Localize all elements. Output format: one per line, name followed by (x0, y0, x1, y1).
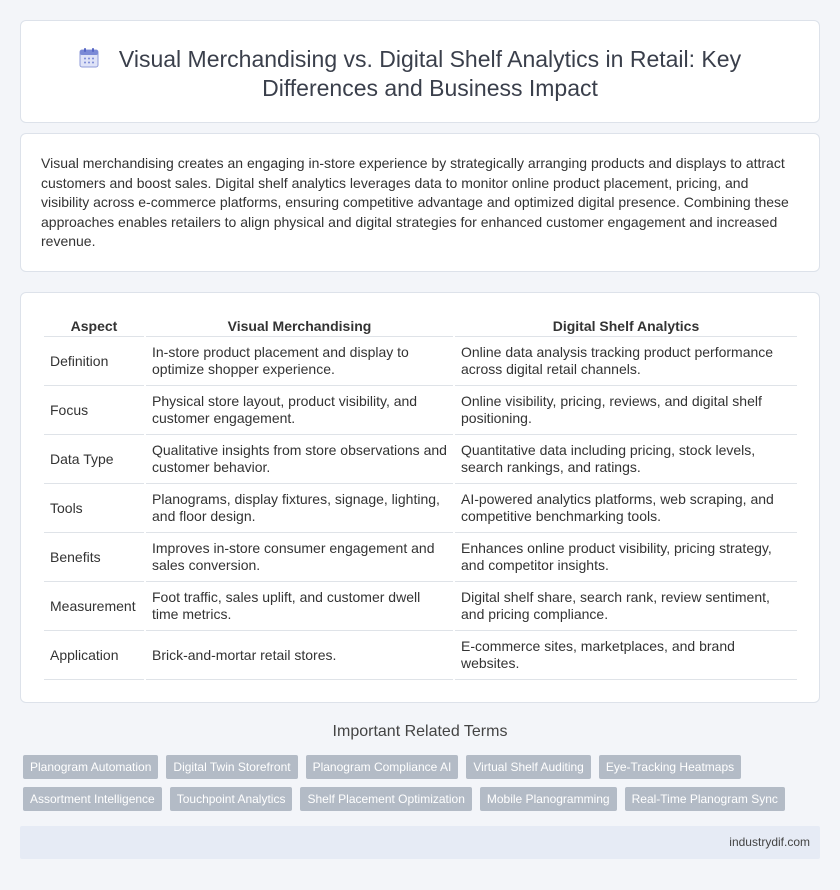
aspect-cell: Definition (44, 337, 144, 386)
table-row (44, 533, 797, 582)
table-row (44, 582, 797, 631)
dsa-cell: AI-powered analytics platforms, web scraping, and competitive benchmarking tools. (455, 484, 797, 533)
vm-cell: Foot traffic, sales uplift, and customer dwell time metrics. (146, 582, 453, 631)
term-tag[interactable]: Touchpoint Analytics (170, 787, 293, 811)
dsa-cell: Quantitative data including pricing, stock levels, search rankings, and ratings. (455, 435, 797, 484)
comparison-table (42, 313, 799, 680)
header-aspect: Aspect (44, 313, 144, 337)
table-row (44, 435, 797, 484)
term-tag[interactable]: Planogram Compliance AI (306, 755, 459, 779)
vm-cell: In-store product placement and display to optimize shopper experience. (146, 337, 453, 386)
related-terms-tags (23, 755, 823, 819)
table-row (44, 631, 797, 680)
dsa-cell: Enhances online product visibility, pricing strategy, and competitor insights. (455, 533, 797, 582)
table-row (44, 337, 797, 386)
title-card (20, 20, 820, 123)
term-tag[interactable]: Digital Twin Storefront (166, 755, 297, 779)
tag-row (23, 787, 823, 811)
vm-cell: Planograms, display fixtures, signage, lighting, and floor design. (146, 484, 453, 533)
table-header-row (44, 313, 797, 337)
dsa-cell: E-commerce sites, marketplaces, and brand websites. (455, 631, 797, 680)
dsa-cell: Online data analysis tracking product performance across digital retail channels. (455, 337, 797, 386)
dsa-cell: Digital shelf share, search rank, review sentiment, and pricing compliance. (455, 582, 797, 631)
vm-cell: Brick-and-mortar retail stores. (146, 631, 453, 680)
aspect-cell: Application (44, 631, 144, 680)
aspect-cell: Data Type (44, 435, 144, 484)
intro-paragraph: Visual merchandising creates an engaging in-store experience by strategically arranging products and displays to attract customers and boost sales. Digital shelf analytics leverages data to monitor online product placement, pricing, and visibility across e-commerce platforms, ensuring competitive advantage and optimized digital presence. Combining these approaches enables retailers to align physical and digital strategies for enhanced customer engagement and increased revenue. (41, 155, 789, 249)
term-tag[interactable]: Real-Time Planogram Sync (625, 787, 785, 811)
footer-site-link[interactable]: industrydif.com (729, 835, 810, 849)
comparison-card (20, 292, 820, 703)
footer (20, 826, 820, 859)
header-visual-merchandising: Visual Merchandising (146, 313, 453, 337)
term-tag[interactable]: Planogram Automation (23, 755, 158, 779)
tag-row (23, 755, 823, 779)
page-title: Visual Merchandising vs. Digital Shelf Analytics in Retail: Key Differences and Business Impact (118, 46, 742, 101)
aspect-cell: Tools (44, 484, 144, 533)
aspect-cell: Measurement (44, 582, 144, 631)
vm-cell: Improves in-store consumer engagement and sales conversion. (146, 533, 453, 582)
term-tag[interactable]: Virtual Shelf Auditing (466, 755, 591, 779)
header-digital-shelf-analytics: Digital Shelf Analytics (455, 313, 797, 337)
aspect-cell: Focus (44, 386, 144, 435)
table-row (44, 484, 797, 533)
aspect-cell: Benefits (44, 533, 144, 582)
term-tag[interactable]: Mobile Planogramming (480, 787, 617, 811)
related-terms-heading: Important Related Terms (332, 723, 508, 740)
term-tag[interactable]: Assortment Intelligence (23, 787, 162, 811)
term-tag[interactable]: Eye-Tracking Heatmaps (599, 755, 741, 779)
vm-cell: Physical store layout, product visibility, and customer engagement. (146, 386, 453, 435)
dsa-cell: Online visibility, pricing, reviews, and digital shelf positioning. (455, 386, 797, 435)
vm-cell: Qualitative insights from store observations and customer behavior. (146, 435, 453, 484)
table-row (44, 386, 797, 435)
term-tag[interactable]: Shelf Placement Optimization (300, 787, 471, 811)
intro-card (20, 133, 820, 272)
